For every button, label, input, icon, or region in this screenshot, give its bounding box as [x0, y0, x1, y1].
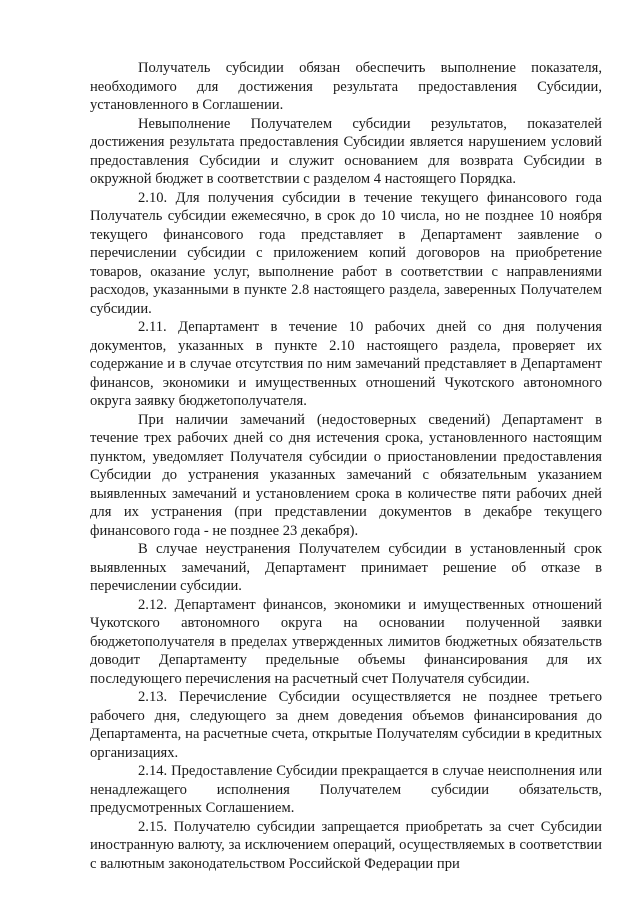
paragraph-2-13: 2.13. Перечисление Субсидии осуществляется не позднее третьего рабочего дня, следующего за днем доведения объемов финансирования до Департамента, на расчетные счета, открытые Получателям субсидии в кредитных организациях.: [90, 689, 602, 761]
paragraph-non-fulfillment: Невыполнение Получателем субсидии результатов, показателей достижения результата предоставления Субсидии является нарушением условий предоставления Субсидии и служит основанием для возврата Субсидии в окружной бюджет в соответствии с разделом 4 настоящего Порядка.: [90, 115, 602, 187]
paragraph-indicator-obligation: Получатель субсидии обязан обеспечить выполнение показателя, необходимого для достижения результата предоставления Субсидии, установленного в Соглашении.: [90, 60, 602, 113]
document-body: [90, 59, 602, 873]
paragraph-remarks: При наличии замечаний (недостоверных сведений) Департамент в течение трех рабочих дней со дня истечения срока, установленного настоящим пунктом, уведомляет Получателя субсидии о приостановлении предоставления Субсидии до устранения указанных замечаний с обязательным указанием выявленных замечаний и установлением срока в количестве пяти рабочих дней для их устранения (при представлении документов в декабре текущего финансового года - не позднее 23 декабря).: [90, 411, 602, 539]
paragraph-2-10: 2.10. Для получения субсидии в течение текущего финансового года Получатель субсидии ежемесячно, в срок до 10 числа, но не позднее 10 ноября текущего финансового года представляет в Департамент заявление о перечислении субсидии с приложением копий договоров на приобретение товаров, оказание услуг, выполнение работ в соответствии с направлениями расходов, указанными в пункте 2.8 настоящего раздела, заверенных Получателем субсидии.: [90, 189, 602, 317]
paragraph-refusal: В случае неустранения Получателем субсидии в установленный срок выявленных замечаний, Департамент принимает решение об отказе в перечислении субсидии.: [90, 541, 602, 594]
paragraph-2-11: 2.11. Департамент в течение 10 рабочих дней со дня получения документов, указанных в пункте 2.10 настоящего раздела, проверяет их содержание и в случае отсутствия по ним замечаний представляет в Департамент финансов, экономики и имущественных отношений Чукотского автономного округа заявку бюджетополучателя.: [90, 319, 602, 409]
paragraph-2-15: 2.15. Получателю субсидии запрещается приобретать за счет Субсидии иностранную валюту, за исключением операций, осуществляемых в соответствии с валютным законодательством Российской Федерации при: [90, 818, 602, 872]
paragraph-2-12: 2.12. Департамент финансов, экономики и имущественных отношений Чукотского автономного округа на основании полученной заявки бюджетополучателя в пределах утвержденных лимитов бюджетных обязательств доводит Департаменту предельные объемы финансирования для их последующего перечисления на расчетный счет Получателя субсидии.: [90, 596, 602, 687]
paragraph-2-14: 2.14. Предоставление Субсидии прекращается в случае неисполнения или ненадлежащего исполнения Получателем субсидии обязательств, предусмотренных Соглашением.: [90, 763, 602, 816]
